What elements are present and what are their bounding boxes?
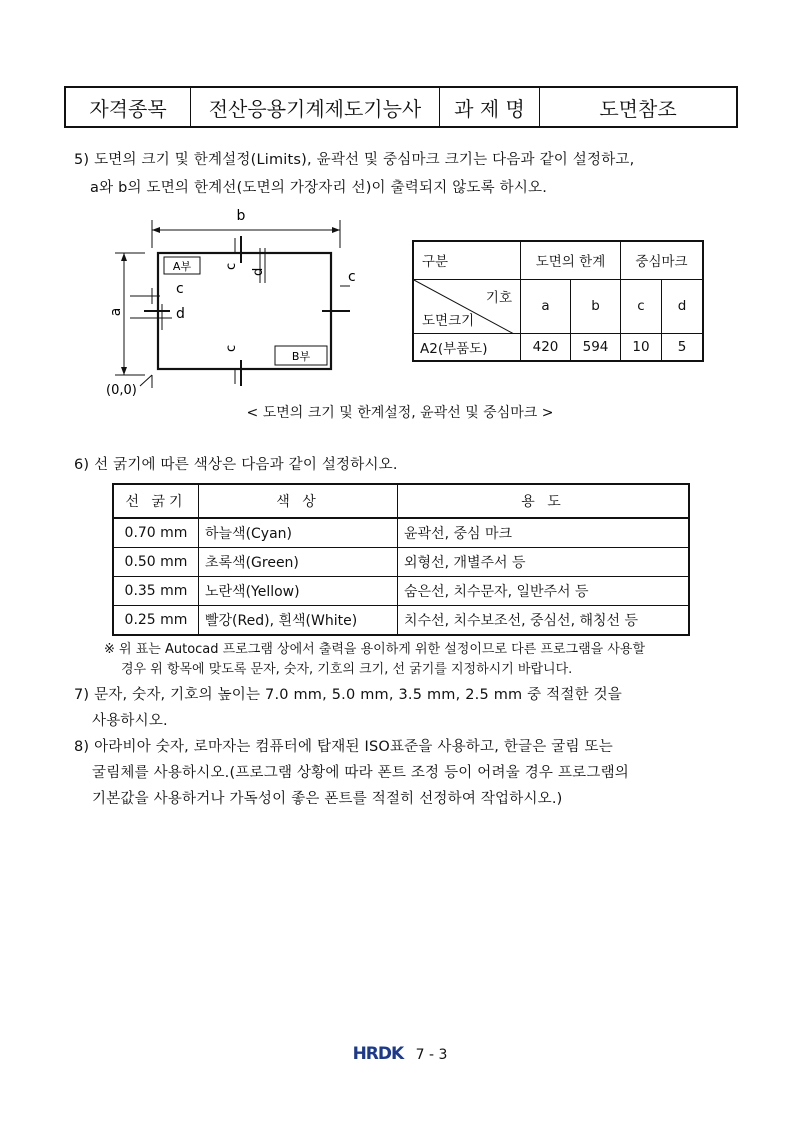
line-width-cell: 0.35 mm (113, 577, 199, 606)
line-color-cell: 하늘색(Cyan) (199, 518, 398, 548)
limits-row-label: A2(부품도) (413, 333, 521, 361)
drawing-limits-diagram (100, 208, 380, 403)
item5-line1: 5) 도면의 크기 및 한계설정(Limits), 윤곽선 및 중심마크 크기는 다음과 같이 설정하고, (74, 152, 635, 168)
limits-sym-c: c (621, 279, 662, 333)
hrdk-logo: HRDK (352, 1044, 404, 1064)
line-use-cell: 숨은선, 치수문자, 일반주서 등 (398, 577, 690, 606)
line-header-width: 선 굵기 (113, 484, 199, 518)
limits-header-center: 중심마크 (621, 241, 704, 279)
line-use-cell: 윤곽선, 중심 마크 (398, 518, 690, 548)
dim-c-bottom-label: c (224, 344, 239, 352)
note-line1: ※ 위 표는 Autocad 프로그램 상에서 출력을 용이하게 위한 설정이므로 다른 프로그램을 사용할 (104, 642, 646, 657)
limits-val-a: 420 (521, 333, 571, 361)
line-width-cell: 0.70 mm (113, 518, 199, 548)
table-row (113, 518, 689, 548)
diagram-caption: < 도면의 크기 및 한계설정, 윤곽선 및 중심마크 > (246, 405, 554, 421)
dim-c-left-label: c (176, 281, 184, 297)
line-use-cell: 외형선, 개별주서 등 (398, 548, 690, 577)
note-line2: 경우 위 항목에 맞도록 문자, 숫자, 기호의 크기, 선 굵기를 지정하시기 바랍니다. (121, 662, 573, 677)
task-label: 과 제 명 (440, 88, 540, 126)
limits-diagonal-cell (413, 279, 521, 333)
page-number: 7 - 3 (415, 1047, 448, 1063)
limits-val-d: 5 (662, 333, 704, 361)
table-row (113, 606, 689, 636)
origin-label: (0,0) (106, 383, 137, 398)
dim-b-label: b (236, 208, 246, 224)
item8-line2: 굴림체를 사용하시오.(프로그램 상황에 따라 폰트 조정 등이 어려울 경우 프로그램의 (92, 765, 629, 781)
dim-d-left-label: d (176, 306, 185, 322)
item7-line2: 사용하시오. (92, 713, 168, 729)
qualification-label: 자격종목 (66, 88, 191, 126)
qualification-value: 전산응용기계제도기능사 (191, 88, 440, 126)
item6-text: 6) 선 굵기에 따른 색상은 다음과 같이 설정하시오. (74, 457, 398, 473)
limits-header-limit: 도면의 한계 (521, 241, 621, 279)
limits-header-size: 도면크기 (422, 312, 475, 329)
dim-c-top-label: c (224, 262, 239, 270)
table-row (113, 577, 689, 606)
page-footer (0, 1044, 800, 1064)
limits-sym-a: a (521, 279, 571, 333)
item8-line1: 8) 아라비아 숫자, 로마자는 컴퓨터에 탑재된 ISO표준을 사용하고, 한글은 굴림 또는 (74, 739, 613, 755)
line-use-cell: 치수선, 치수보조선, 중심선, 해칭선 등 (398, 606, 690, 636)
limits-header-symbol: 기호 (485, 289, 512, 306)
line-width-table (112, 483, 690, 636)
dim-d-top-label: d (251, 267, 266, 276)
limits-sym-d: d (662, 279, 704, 333)
line-color-cell: 초록색(Green) (199, 548, 398, 577)
b-part-label: B부 (291, 350, 311, 363)
item7-line1: 7) 문자, 숫자, 기호의 높이는 7.0 mm, 5.0 mm, 3.5 mm, 2.5 mm 중 적절한 것을 (74, 687, 623, 703)
line-header-color: 색 상 (199, 484, 398, 518)
line-width-cell: 0.25 mm (113, 606, 199, 636)
line-header-use: 용 도 (398, 484, 690, 518)
limits-header-division: 구분 (413, 241, 521, 279)
table-row (113, 548, 689, 577)
limits-sym-b: b (571, 279, 621, 333)
line-color-cell: 노란색(Yellow) (199, 577, 398, 606)
header-table (64, 86, 738, 128)
limits-table (412, 240, 704, 362)
dim-c-right-label: c (348, 269, 356, 285)
a-part-label: A부 (172, 260, 192, 273)
line-width-cell: 0.50 mm (113, 548, 199, 577)
limits-val-b: 594 (571, 333, 621, 361)
limits-val-c: 10 (621, 333, 662, 361)
item8-line3: 기본값을 사용하거나 가독성이 좋은 폰트를 적절히 선정하여 작업하시오.) (92, 791, 563, 807)
task-value: 도면참조 (599, 96, 677, 121)
dim-a-label: a (108, 307, 124, 317)
item5-line2: a와 b의 도면의 한계선(도면의 가장자리 선)이 출력되지 않도록 하시오. (90, 180, 548, 196)
line-color-cell: 빨강(Red), 흰색(White) (199, 606, 398, 636)
